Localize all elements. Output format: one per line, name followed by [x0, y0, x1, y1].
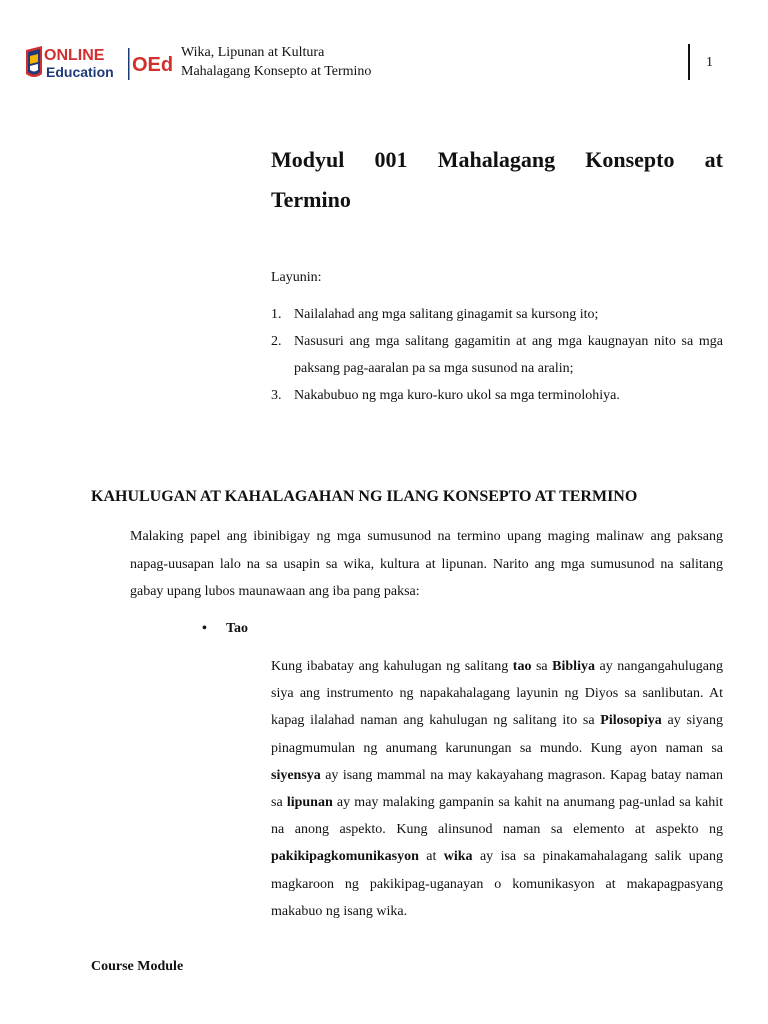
objective-item — [271, 328, 723, 382]
objectives-list — [271, 301, 723, 409]
module-title-line1: Modyul 001 Mahalagang Konsepto at — [271, 147, 723, 172]
objective-number: 2. — [271, 334, 282, 349]
term-name: Tao — [226, 621, 249, 636]
definition-keyword: siyensya — [271, 767, 321, 783]
module-subtitle: Mahalagang Konsepto at Termino — [181, 64, 372, 79]
logo-online-text: ONLINE — [44, 47, 105, 64]
objective-number: 1. — [271, 307, 282, 322]
objective-item — [271, 301, 723, 328]
objective-text: Nasusuri ang mga salitang gagamitin at ang mga kaugnayan nito sa mga paksang pag-aaralan pa sa mga susunod na aralin; — [294, 334, 723, 376]
logo-education-text: Education — [46, 64, 114, 80]
course-title: Wika, Lipunan at Kultura — [181, 45, 325, 60]
term-definition — [271, 653, 723, 925]
objective-item — [271, 382, 723, 409]
module-title — [271, 140, 723, 220]
objective-text: Nailalahad ang mga salitang ginagamit sa kursong ito; — [294, 307, 599, 322]
objectives-label: Layunin: — [271, 270, 322, 285]
definition-text: ay siyang pinagmumulan ng anumang karunungan sa mundo. Kung ayon naman sa — [271, 713, 724, 756]
section-heading: KAHULUGAN AT KAHALAGAHAN NG ILANG KONSEPTO AT TERMINO — [91, 488, 638, 505]
definition-text: sa — [531, 659, 553, 674]
definition-keyword: pakikipagkomunikasyon — [271, 849, 419, 865]
definition-text: ay isang mammal na may kakayahang magrason. Kapag batay naman sa — [271, 767, 723, 811]
definition-keyword: wika — [443, 849, 473, 865]
section-intro: Malaking papel ang ibinibigay ng mga sumusunod na termino upang maging malinaw ang paksang napag-uusapan lalo na sa usapin sa wika, kultura at lipunan. Narito ang mga sumusunod na salitang gabay upang lubos maunawaan ang iba pang paksa: — [130, 529, 723, 599]
definition-text: ay nangangahulugang siya ang instrumento ng napakahalagang layunin ng Diyos sa sanlibutan. At kapag ilalahad naman ang kahulugan ng salitang ito sa — [271, 659, 723, 729]
objective-text: Nakabubuo ng mga kuro-kuro ukol sa mga terminolohiya. — [294, 388, 620, 403]
definition-text: at — [418, 849, 444, 865]
online-education-logo — [24, 44, 174, 84]
footer-course-module: Course Module — [91, 959, 184, 974]
term-bullet — [202, 621, 248, 637]
page-number: 1 — [706, 55, 713, 70]
definition-text: Kung ibabatay ang kahulugan ng salitang — [271, 659, 513, 674]
definition-text: ay isa sa pinakamahalagang salik upang magkaroon ng pakikipag-uganayan o komunikasyon at makapagpasyang makabuo ng isang wika. — [271, 849, 723, 919]
objective-number: 3. — [271, 388, 282, 403]
definition-text: ay may malaking gampanin sa kahit na anumang pag-unlad sa kahit na anong aspekto. Kung alinsunod naman sa elemento at aspekto ng — [271, 795, 723, 838]
module-title-line2: Termino — [271, 187, 351, 212]
definition-keyword: lipunan — [286, 795, 333, 811]
definition-keyword: Pilosopiya — [600, 713, 662, 729]
logo-oed-text: OEd — [132, 54, 174, 76]
bullet-icon: • — [202, 621, 207, 636]
header-divider — [688, 44, 690, 80]
definition-keyword: Bibliya — [552, 659, 595, 674]
definition-keyword: tao — [512, 659, 532, 674]
